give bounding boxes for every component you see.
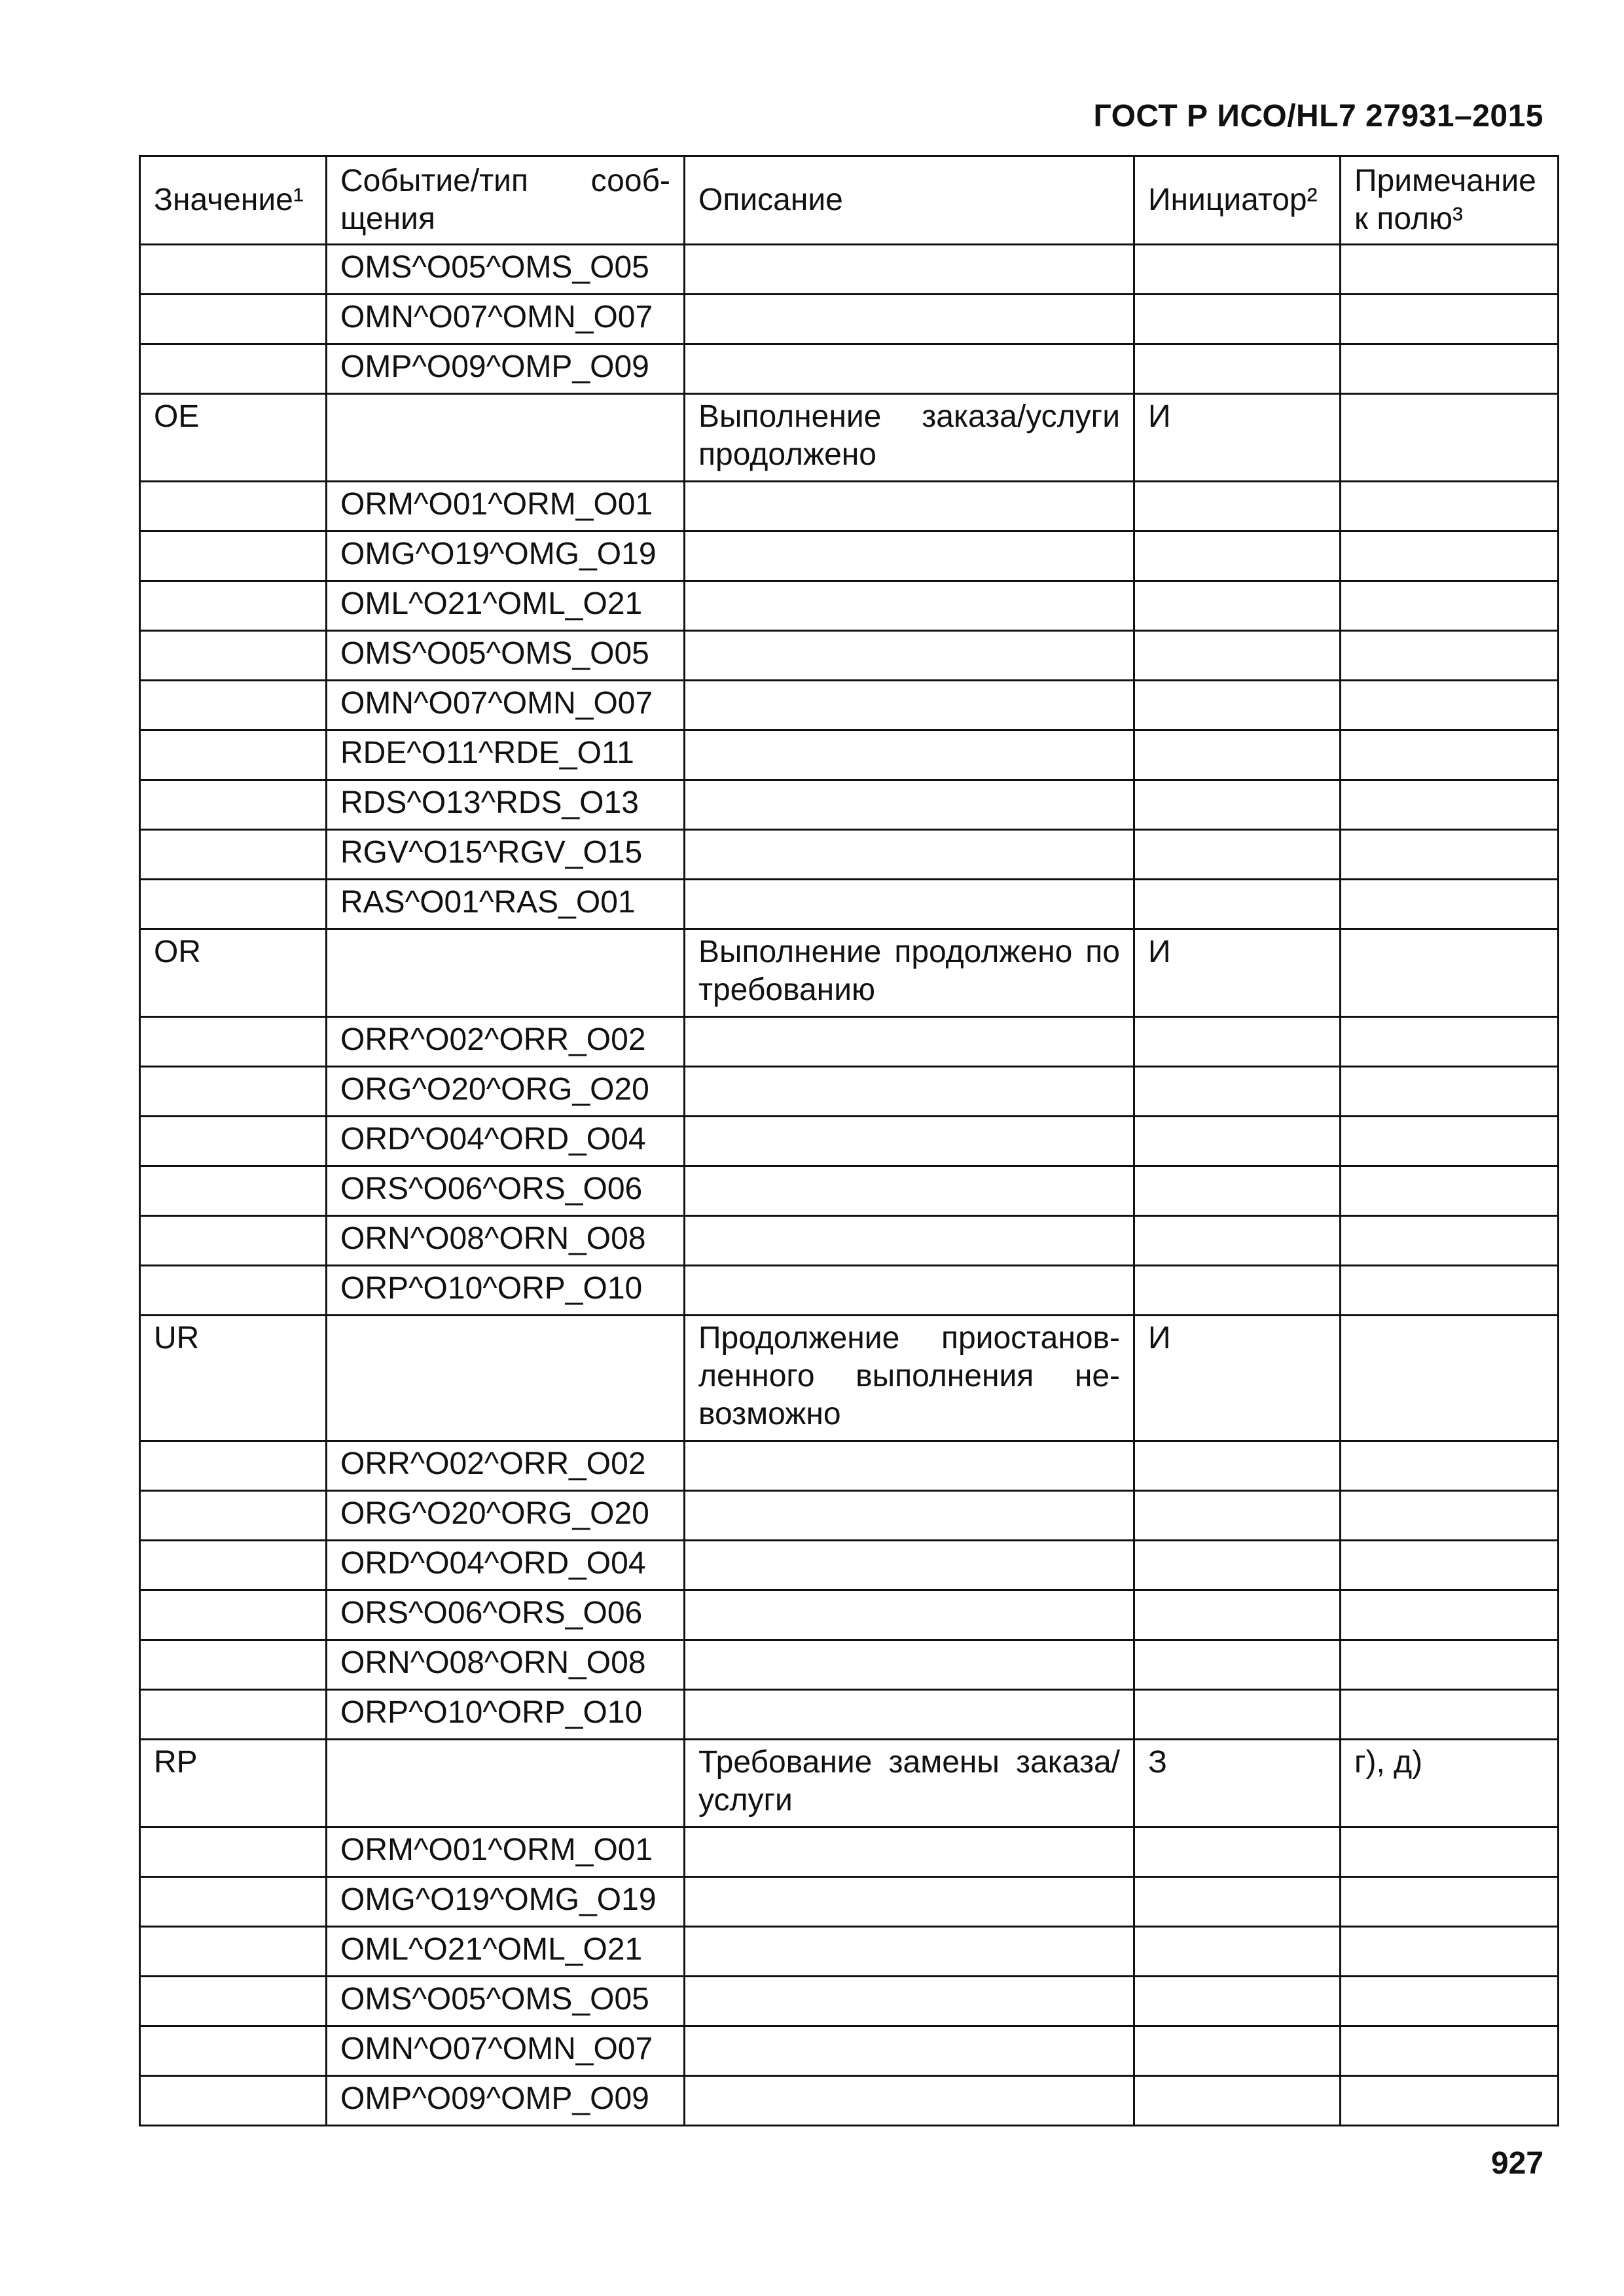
value-cell xyxy=(140,1690,327,1740)
event-type-cell: RAS^O01^RAS_O01 xyxy=(327,880,685,929)
table-row xyxy=(140,681,1559,730)
event-type-cell: OMN^O07^OMN_O07 xyxy=(327,2026,685,2076)
field-note-cell xyxy=(1341,1877,1559,1927)
field-note-cell xyxy=(1341,1316,1559,1441)
value-cell: OE xyxy=(140,394,327,482)
table-row xyxy=(140,780,1559,830)
event-type-cell: OMS^O05^OMS_O05 xyxy=(327,245,685,295)
description-cell xyxy=(685,780,1134,830)
value-cell xyxy=(140,1827,327,1877)
table-row xyxy=(140,2026,1559,2076)
page-number: 927 xyxy=(1490,2146,1543,2181)
table-row xyxy=(140,1117,1559,1166)
value-cell xyxy=(140,1877,327,1927)
field-note-cell xyxy=(1341,1927,1559,1977)
table-row xyxy=(140,880,1559,929)
value-cell xyxy=(140,1977,327,2026)
field-note-cell xyxy=(1341,880,1559,929)
event-type-cell: OMN^O07^OMN_O07 xyxy=(327,681,685,730)
description-cell xyxy=(685,1216,1134,1266)
initiator-cell xyxy=(1134,780,1341,830)
field-note-cell xyxy=(1341,1590,1559,1640)
event-type-cell: OMS^O05^OMS_O05 xyxy=(327,631,685,681)
value-cell xyxy=(140,1640,327,1690)
description-cell xyxy=(685,1690,1134,1740)
field-note-cell xyxy=(1341,245,1559,295)
initiator-cell xyxy=(1134,1216,1341,1266)
description-cell xyxy=(685,1927,1134,1977)
event-type-cell: ORN^O08^ORN_O08 xyxy=(327,1216,685,1266)
table-row xyxy=(140,1977,1559,2026)
description-cell xyxy=(685,880,1134,929)
table-row xyxy=(140,1690,1559,1740)
description-cell xyxy=(685,581,1134,631)
field-note-cell xyxy=(1341,1067,1559,1117)
table-row xyxy=(140,1067,1559,1117)
table-row xyxy=(140,1541,1559,1590)
table-row xyxy=(140,394,1559,482)
value-cell xyxy=(140,880,327,929)
field-note-cell xyxy=(1341,1977,1559,2026)
document-header: ГОСТ Р ИСО/HL7 27931–2015 xyxy=(1093,99,1543,134)
value-cell xyxy=(140,581,327,631)
value-cell: OR xyxy=(140,929,327,1017)
value-cell xyxy=(140,830,327,880)
field-note-cell: г), д) xyxy=(1341,1740,1559,1827)
description-cell xyxy=(685,295,1134,344)
table-row xyxy=(140,730,1559,780)
value-cell xyxy=(140,2076,327,2126)
value-cell xyxy=(140,245,327,295)
table-row xyxy=(140,929,1559,1017)
description-cell: Выполнение заказа/услуги продолжено xyxy=(685,394,1134,482)
initiator-cell xyxy=(1134,1877,1341,1927)
field-note-cell xyxy=(1341,1266,1559,1316)
value-cell xyxy=(140,1166,327,1216)
value-cell xyxy=(140,1067,327,1117)
table-row xyxy=(140,1166,1559,1216)
value-cell xyxy=(140,1927,327,1977)
event-type-cell: OMP^O09^OMP_O09 xyxy=(327,2076,685,2126)
initiator-cell xyxy=(1134,1977,1341,2026)
field-note-cell xyxy=(1341,1640,1559,1690)
event-type-cell xyxy=(327,394,685,482)
value-cell xyxy=(140,1541,327,1590)
initiator-cell xyxy=(1134,295,1341,344)
event-type-cell: ORN^O08^ORN_O08 xyxy=(327,1640,685,1690)
description-cell xyxy=(685,245,1134,295)
description-cell xyxy=(685,1067,1134,1117)
initiator-cell: З xyxy=(1134,1740,1341,1827)
table-row xyxy=(140,1877,1559,1927)
table-row xyxy=(140,1216,1559,1266)
event-type-cell: ORP^O10^ORP_O10 xyxy=(327,1266,685,1316)
initiator-cell xyxy=(1134,1927,1341,1977)
initiator-cell xyxy=(1134,1690,1341,1740)
event-type-cell xyxy=(327,1316,685,1441)
event-type-cell: ORS^O06^ORS_O06 xyxy=(327,1590,685,1640)
initiator-cell xyxy=(1134,344,1341,394)
event-type-cell: ORG^O20^ORG_O20 xyxy=(327,1491,685,1541)
description-cell xyxy=(685,1117,1134,1166)
value-cell xyxy=(140,1017,327,1067)
table-row xyxy=(140,1266,1559,1316)
initiator-cell xyxy=(1134,1017,1341,1067)
header-field-note: Примечание к полю³ xyxy=(1341,156,1559,245)
initiator-cell xyxy=(1134,1166,1341,1216)
table-body xyxy=(140,245,1559,2126)
description-cell xyxy=(685,730,1134,780)
event-type-cell: ORD^O04^ORD_O04 xyxy=(327,1117,685,1166)
description-cell xyxy=(685,1877,1134,1927)
table-row xyxy=(140,1590,1559,1640)
field-note-cell xyxy=(1341,1166,1559,1216)
field-note-cell xyxy=(1341,531,1559,581)
field-note-cell xyxy=(1341,482,1559,531)
description-cell: Требование замены заказа/услуги xyxy=(685,1740,1134,1827)
initiator-cell xyxy=(1134,2076,1341,2126)
table-row xyxy=(140,830,1559,880)
value-cell xyxy=(140,344,327,394)
value-cell xyxy=(140,780,327,830)
initiator-cell xyxy=(1134,730,1341,780)
header-value: Значение¹ xyxy=(140,156,327,245)
description-cell xyxy=(685,1491,1134,1541)
event-type-cell: ORD^O04^ORD_O04 xyxy=(327,1541,685,1590)
initiator-cell xyxy=(1134,1590,1341,1640)
value-cell xyxy=(140,1491,327,1541)
description-cell xyxy=(685,1441,1134,1491)
field-note-cell xyxy=(1341,1216,1559,1266)
table-row xyxy=(140,1827,1559,1877)
value-cell xyxy=(140,2026,327,2076)
description-cell xyxy=(685,1166,1134,1216)
description-cell xyxy=(685,1266,1134,1316)
description-cell xyxy=(685,2026,1134,2076)
description-cell xyxy=(685,2076,1134,2126)
field-note-cell xyxy=(1341,1441,1559,1491)
table-row xyxy=(140,631,1559,681)
table-header xyxy=(140,156,1559,245)
table-row xyxy=(140,245,1559,295)
event-type-cell: ORG^O20^ORG_O20 xyxy=(327,1067,685,1117)
initiator-cell xyxy=(1134,531,1341,581)
field-note-cell xyxy=(1341,1541,1559,1590)
table-row xyxy=(140,1441,1559,1491)
field-note-cell xyxy=(1341,1117,1559,1166)
field-note-cell xyxy=(1341,2076,1559,2126)
description-cell xyxy=(685,1541,1134,1590)
initiator-cell xyxy=(1134,880,1341,929)
description-cell: Выполнение продолжено по требованию xyxy=(685,929,1134,1017)
event-type-cell xyxy=(327,929,685,1017)
initiator-cell xyxy=(1134,681,1341,730)
value-cell xyxy=(140,1117,327,1166)
header-row xyxy=(140,156,1559,245)
value-cell xyxy=(140,631,327,681)
table-row xyxy=(140,482,1559,531)
value-cell xyxy=(140,730,327,780)
description-cell xyxy=(685,631,1134,681)
initiator-cell xyxy=(1134,631,1341,681)
field-note-cell xyxy=(1341,2026,1559,2076)
value-cell xyxy=(140,1441,327,1491)
initiator-cell xyxy=(1134,830,1341,880)
field-note-cell xyxy=(1341,295,1559,344)
initiator-cell xyxy=(1134,482,1341,531)
field-note-cell xyxy=(1341,1690,1559,1740)
field-note-cell xyxy=(1341,1827,1559,1877)
value-cell xyxy=(140,482,327,531)
initiator-cell xyxy=(1134,1266,1341,1316)
field-note-cell xyxy=(1341,730,1559,780)
table-row xyxy=(140,1316,1559,1441)
field-note-cell xyxy=(1341,631,1559,681)
description-cell xyxy=(685,1017,1134,1067)
event-type-cell xyxy=(327,1740,685,1827)
description-cell xyxy=(685,681,1134,730)
description-cell xyxy=(685,1590,1134,1640)
header-event-type: Событие/тип сообщения xyxy=(327,156,685,245)
initiator-cell: И xyxy=(1134,929,1341,1017)
initiator-cell xyxy=(1134,1541,1341,1590)
event-type-cell: OML^O21^OML_O21 xyxy=(327,1927,685,1977)
event-type-cell: RGV^O15^RGV_O15 xyxy=(327,830,685,880)
field-note-cell xyxy=(1341,780,1559,830)
table-row xyxy=(140,531,1559,581)
description-cell xyxy=(685,531,1134,581)
initiator-cell xyxy=(1134,2026,1341,2076)
description-cell: Продолжение приостановленного выполнения невозможно xyxy=(685,1316,1134,1441)
initiator-cell xyxy=(1134,1441,1341,1491)
value-cell xyxy=(140,681,327,730)
value-cell: RP xyxy=(140,1740,327,1827)
event-type-cell: ORS^O06^ORS_O06 xyxy=(327,1166,685,1216)
initiator-cell: И xyxy=(1134,394,1341,482)
event-type-cell: ORP^O10^ORP_O10 xyxy=(327,1690,685,1740)
value-cell xyxy=(140,1266,327,1316)
event-type-cell: ORR^O02^ORR_O02 xyxy=(327,1441,685,1491)
field-note-cell xyxy=(1341,1017,1559,1067)
initiator-cell xyxy=(1134,1491,1341,1541)
initiator-cell xyxy=(1134,1067,1341,1117)
initiator-cell xyxy=(1134,1640,1341,1690)
description-cell xyxy=(685,482,1134,531)
value-cell xyxy=(140,531,327,581)
event-type-cell: ORM^O01^ORM_O01 xyxy=(327,1827,685,1877)
description-cell xyxy=(685,830,1134,880)
field-note-cell xyxy=(1341,929,1559,1017)
event-type-cell: RDS^O13^RDS_O13 xyxy=(327,780,685,830)
event-type-cell: OML^O21^OML_O21 xyxy=(327,581,685,631)
initiator-cell xyxy=(1134,1117,1341,1166)
event-type-cell: OMG^O19^OMG_O19 xyxy=(327,1877,685,1927)
value-cell xyxy=(140,1216,327,1266)
description-cell xyxy=(685,1827,1134,1877)
header-initiator: Инициатор² xyxy=(1134,156,1341,245)
event-type-cell: ORR^O02^ORR_O02 xyxy=(327,1017,685,1067)
value-cell: UR xyxy=(140,1316,327,1441)
table-row xyxy=(140,2076,1559,2126)
event-type-cell: OMN^O07^OMN_O07 xyxy=(327,295,685,344)
table-row xyxy=(140,581,1559,631)
field-note-cell xyxy=(1341,581,1559,631)
event-type-cell: OMS^O05^OMS_O05 xyxy=(327,1977,685,2026)
value-cell xyxy=(140,295,327,344)
event-type-cell: ORM^O01^ORM_O01 xyxy=(327,482,685,531)
table-row xyxy=(140,1491,1559,1541)
header-description: Описание xyxy=(685,156,1134,245)
field-note-cell xyxy=(1341,681,1559,730)
description-cell xyxy=(685,344,1134,394)
initiator-cell xyxy=(1134,581,1341,631)
description-cell xyxy=(685,1977,1134,2026)
event-type-table xyxy=(139,155,1559,2126)
initiator-cell: И xyxy=(1134,1316,1341,1441)
table-row xyxy=(140,295,1559,344)
event-type-cell: OMG^O19^OMG_O19 xyxy=(327,531,685,581)
table-row xyxy=(140,344,1559,394)
event-type-cell: RDE^O11^RDE_O11 xyxy=(327,730,685,780)
table-row xyxy=(140,1017,1559,1067)
field-note-cell xyxy=(1341,394,1559,482)
event-type-cell: OMP^O09^OMP_O09 xyxy=(327,344,685,394)
value-cell xyxy=(140,1590,327,1640)
field-note-cell xyxy=(1341,830,1559,880)
table-row xyxy=(140,1927,1559,1977)
field-note-cell xyxy=(1341,1491,1559,1541)
initiator-cell xyxy=(1134,1827,1341,1877)
description-cell xyxy=(685,1640,1134,1690)
table-row xyxy=(140,1740,1559,1827)
table-row xyxy=(140,1640,1559,1690)
field-note-cell xyxy=(1341,344,1559,394)
initiator-cell xyxy=(1134,245,1341,295)
